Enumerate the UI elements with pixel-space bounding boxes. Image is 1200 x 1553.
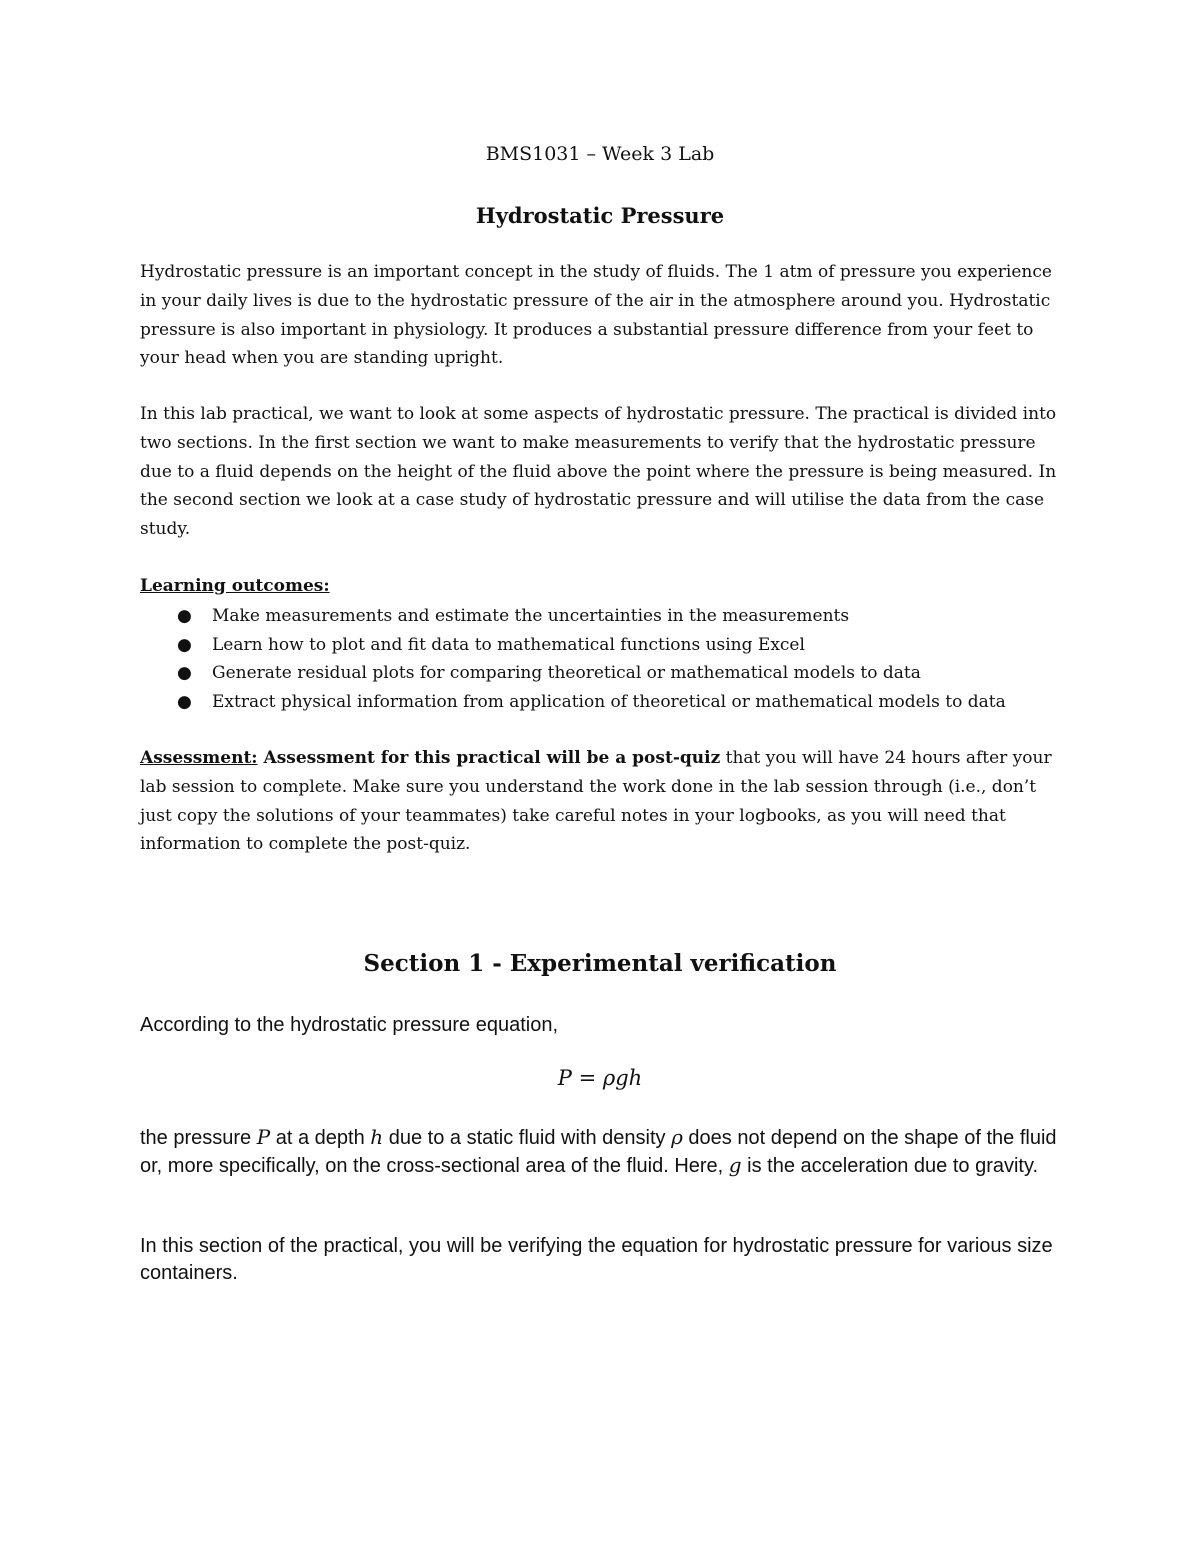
learning-outcomes-list [140,602,1070,716]
list-item-text: Generate residual plots for comparing theoretical or mathematical models to data [212,663,921,683]
explanation-text: the pressure [140,1127,257,1149]
explanation-text: due to a static fluid with density [383,1127,672,1149]
explanation-text: is the acceleration due to gravity. [741,1155,1039,1177]
list-item [140,631,1070,660]
variable-p: P [256,1125,271,1149]
pressure-equation: P = ρgh [557,1066,643,1090]
explanation-text: does not depend on the shape of the fluid or, more specifically, on the cross-sectional area of the fluid. Here, [140,1127,1057,1177]
list-item-text: Make measurements and estimate the uncertainties in the measurements [212,606,850,626]
section-title: Section 1 - Experimental verification [363,950,837,977]
bullet-icon: ● [177,606,192,626]
bullet-icon: ● [177,691,192,712]
intro-paragraph-1: Hydrostatic pressure is an important concept in the study of fluids. The 1 atm of pressure you experience in your daily lives is due to the hydrostatic pressure of the air in the atmosphere around you. Hydrostatic pressure is also important in physiology. It produces a substantial pressure difference from your feet to your head when you are standing upright. [140,262,1052,369]
list-item-text: Extract physical information from application of theoretical or mathematical models to data [212,691,1006,712]
assessment-bold-text: Assessment for this practical will be a post-quiz [257,748,721,768]
list-item [140,602,1070,631]
intro-paragraph-2: In this lab practical, we want to look at some aspects of hydrostatic pressure. The practical is divided into two sections. In the first section we want to make measurements to verify that the hydrostatic pressure due to a fluid depends on the height of the fluid above the point where the pressure is being measured. In the second section we look at a case study of hydrostatic pressure and will utilise the data from the case study. [140,404,1057,540]
page-title: Hydrostatic Pressure [475,203,725,228]
explanation-text: at a depth [270,1127,371,1149]
learning-outcomes-heading: Learning outcomes: [140,576,330,596]
section-closing: In this section of the practical, you will be verifying the equation for hydrostatic pressure for various size containers. [140,1235,1053,1284]
variable-rho: ρ [671,1125,683,1149]
variable-g: g [728,1153,742,1177]
assessment-label: Assessment: [140,748,258,768]
assessment-text: that you will have 24 hours after your lab session to complete. Make sure you understand the work done in the lab session through (i.e., don’t just copy the solutions of your teammates) take careful notes in your logbooks, as you will need that information to complete the post-quiz. [140,748,1052,855]
list-item [140,659,1070,688]
bullet-icon: ● [177,634,192,655]
course-heading: BMS1031 – Week 3 Lab [485,143,715,165]
list-item [140,688,1070,717]
assessment-paragraph [140,744,1070,859]
equation-explanation [140,1124,1070,1180]
bullet-icon: ● [177,663,192,683]
section-lead: According to the hydrostatic pressure equation, [140,1014,559,1036]
variable-h: h [370,1125,384,1149]
list-item-text: Learn how to plot and fit data to mathematical functions using Excel [212,634,805,655]
